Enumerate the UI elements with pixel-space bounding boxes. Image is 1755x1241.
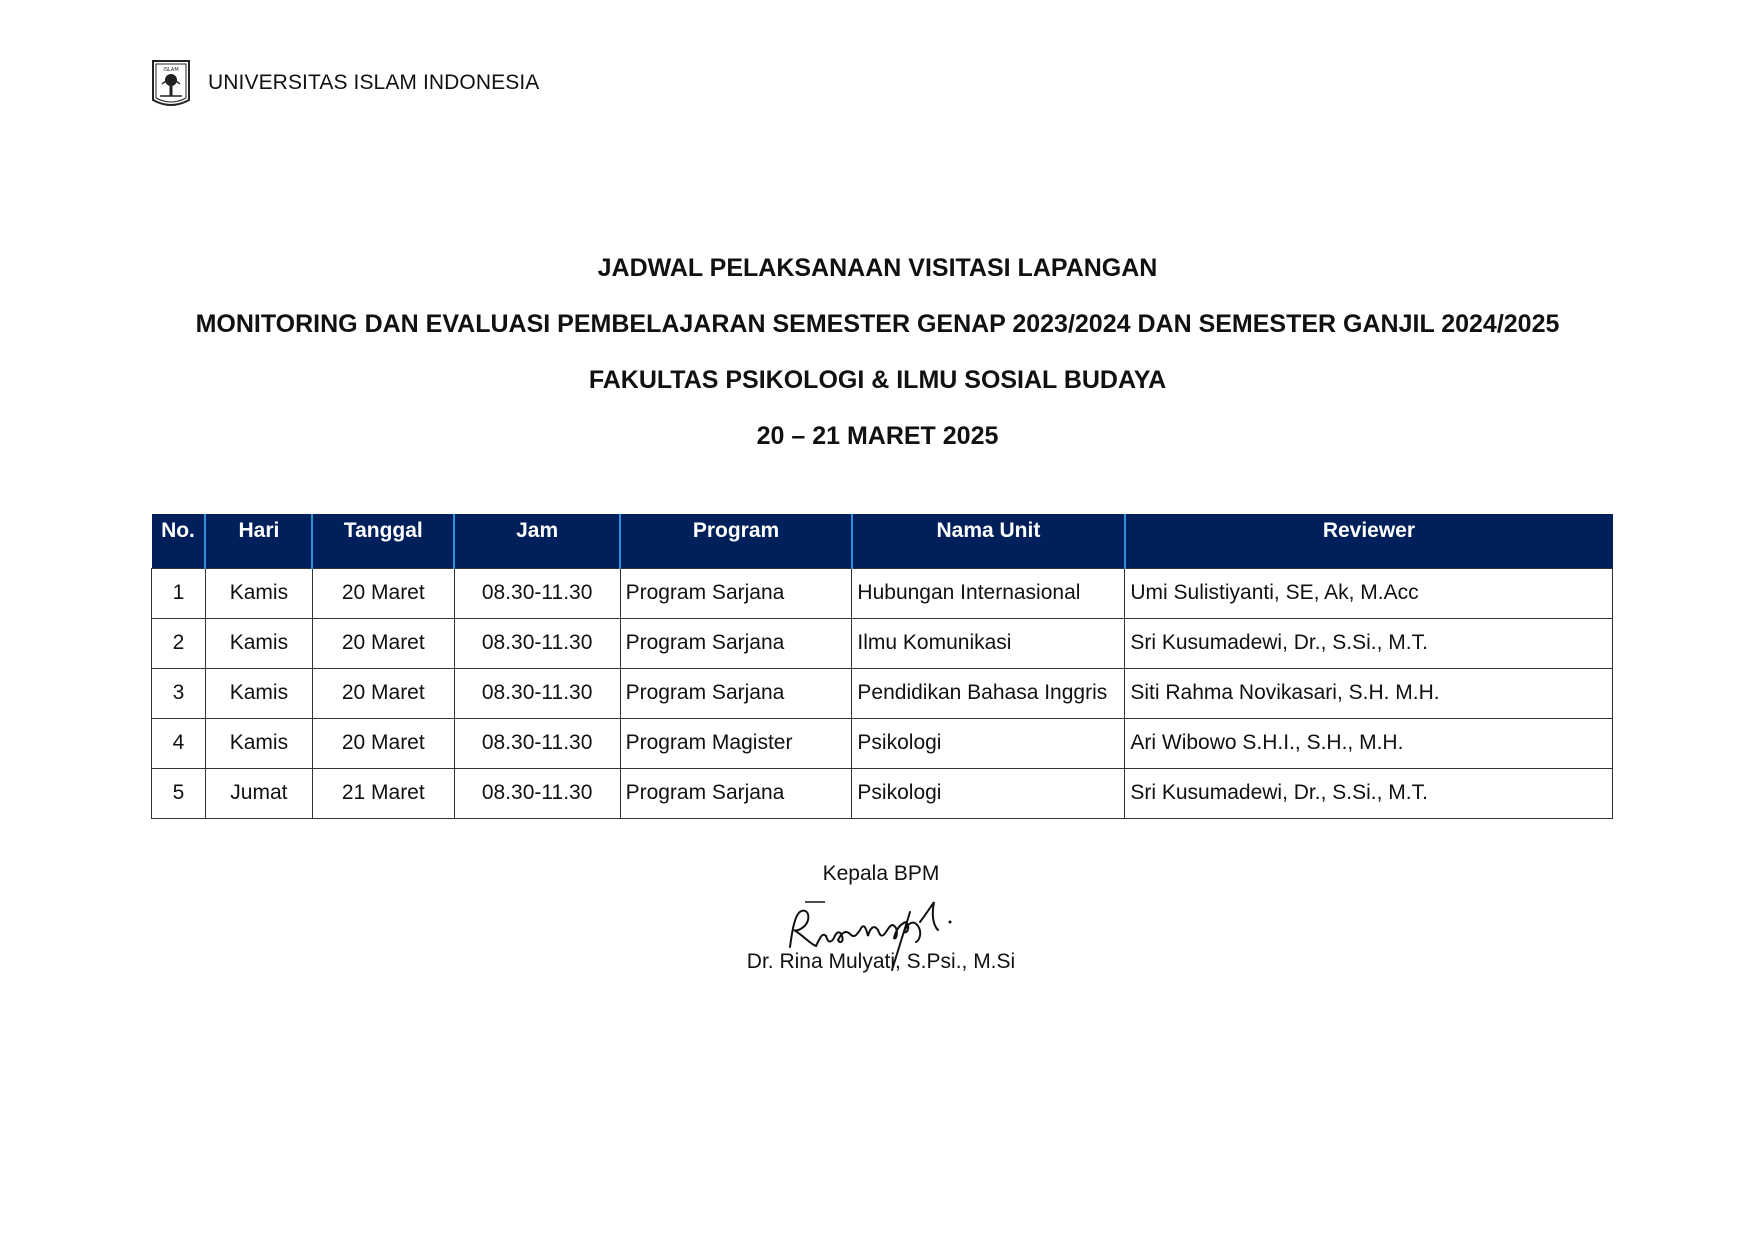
university-name: UNIVERSITAS ISLAM INDONESIA (208, 71, 540, 94)
cell-hari: Jumat (205, 768, 312, 818)
cell-hari: Kamis (205, 668, 312, 718)
date-range-title: 20 – 21 MARET 2025 (756, 422, 999, 450)
svg-text:ISLAM: ISLAM (163, 67, 179, 73)
column-header-reviewer: Reviewer (1125, 514, 1613, 568)
cell-jam: 08.30-11.30 (454, 568, 620, 618)
column-header-hari: Hari (205, 514, 312, 568)
cell-nama-unit: Hubungan Internasional (852, 568, 1125, 618)
cell-reviewer: Sri Kusumadewi, Dr., S.Si., M.T. (1125, 768, 1613, 818)
cell-reviewer: Umi Sulistiyanti, SE, Ak, M.Acc (1125, 568, 1613, 618)
cell-program: Program Magister (620, 718, 852, 768)
column-header-nama-unit: Nama Unit (852, 514, 1125, 568)
cell-hari: Kamis (205, 618, 312, 668)
cell-tanggal: 20 Maret (312, 618, 454, 668)
cell-jam: 08.30-11.30 (454, 668, 620, 718)
cell-reviewer: Siti Rahma Novikasari, S.H. M.H. (1125, 668, 1613, 718)
cell-program: Program Sarjana (620, 668, 852, 718)
cell-reviewer: Ari Wibowo S.H.I., S.H., M.H. (1125, 718, 1613, 768)
schedule-table (151, 514, 1613, 819)
cell-hari: Kamis (205, 718, 312, 768)
table-header-row (152, 514, 1613, 568)
table-row (152, 768, 1613, 818)
column-header-jam: Jam (454, 514, 620, 568)
cell-program: Program Sarjana (620, 568, 852, 618)
document-title-block (0, 240, 1755, 464)
university-logo-icon (150, 58, 192, 108)
cell-program: Program Sarjana (620, 768, 852, 818)
cell-no: 5 (152, 768, 206, 818)
cell-nama-unit: Psikologi (852, 718, 1125, 768)
cell-no: 4 (152, 718, 206, 768)
document-subtitle: MONITORING DAN EVALUASI PEMBELAJARAN SEMESTER GENAP 2023/2024 DAN SEMESTER GANJIL 2024/2025 (195, 310, 1560, 338)
cell-nama-unit: Pendidikan Bahasa Inggris (852, 668, 1125, 718)
column-header-no: No. (152, 514, 206, 568)
cell-no: 1 (152, 568, 206, 618)
cell-tanggal: 20 Maret (312, 568, 454, 618)
table-row (152, 718, 1613, 768)
cell-nama-unit: Ilmu Komunikasi (852, 618, 1125, 668)
faculty-title: FAKULTAS PSIKOLOGI & ILMU SOSIAL BUDAYA (588, 366, 1167, 394)
cell-jam: 08.30-11.30 (454, 768, 620, 818)
table-row (152, 618, 1613, 668)
cell-tanggal: 20 Maret (312, 668, 454, 718)
signatory-role: Kepala BPM (822, 862, 940, 885)
cell-no: 3 (152, 668, 206, 718)
cell-tanggal: 20 Maret (312, 718, 454, 768)
letterhead (150, 58, 539, 108)
cell-jam: 08.30-11.30 (454, 718, 620, 768)
column-header-tanggal: Tanggal (312, 514, 454, 568)
cell-jam: 08.30-11.30 (454, 618, 620, 668)
cell-tanggal: 21 Maret (312, 768, 454, 818)
signature-block (0, 862, 1755, 973)
cell-no: 2 (152, 618, 206, 668)
table-row (152, 568, 1613, 618)
cell-reviewer: Sri Kusumadewi, Dr., S.Si., M.T. (1125, 618, 1613, 668)
cell-hari: Kamis (205, 568, 312, 618)
column-header-program: Program (620, 514, 852, 568)
table-row (152, 668, 1613, 718)
signatory-name: Dr. Rina Mulyati, S.Psi., M.Si (746, 950, 1016, 973)
document-title: JADWAL PELAKSANAAN VISITASI LAPANGAN (597, 254, 1158, 282)
cell-nama-unit: Psikologi (852, 768, 1125, 818)
cell-program: Program Sarjana (620, 618, 852, 668)
